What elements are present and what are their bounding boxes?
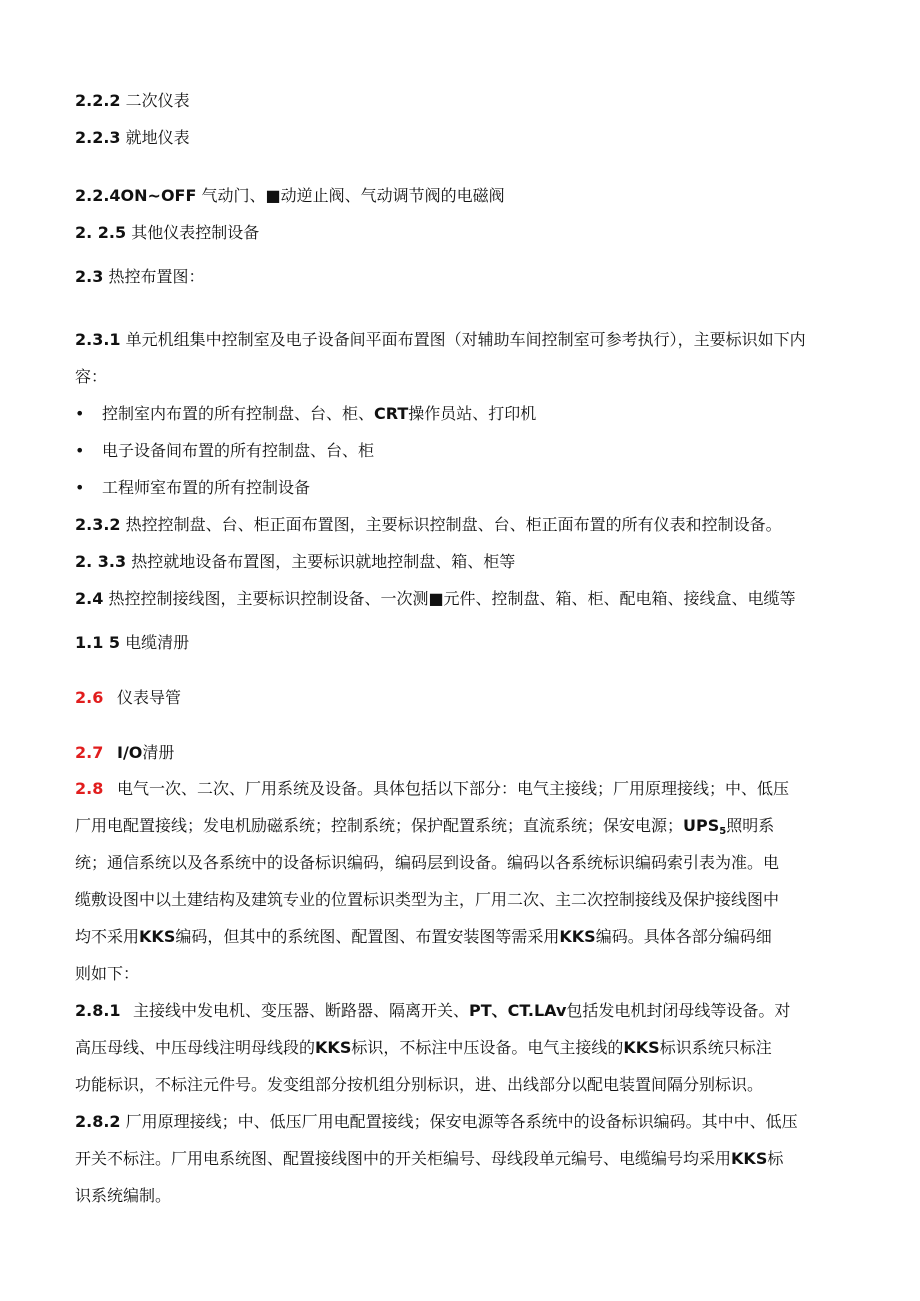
heading-2-6	[75, 688, 181, 708]
paragraph-text: 包括发电机封闭母线等设备。对	[566, 1001, 791, 1020]
heading-2-2-3	[75, 128, 190, 148]
bullet-icon: •	[75, 478, 85, 497]
paragraph-2-8-line-1	[75, 779, 789, 799]
paragraph-text: 则如下：	[75, 964, 140, 983]
paragraph-bold-text: KKS	[623, 1038, 660, 1057]
paragraph-text: 编码。具体各部分编码细	[595, 927, 772, 946]
heading-2-7	[75, 743, 174, 763]
section-title: 就地仪表	[125, 128, 190, 147]
section-number: 2.3.1	[75, 330, 121, 349]
paragraph-bold-text: KKS	[559, 927, 596, 946]
heading-2-2-2	[75, 91, 190, 111]
paragraph-2-8-1-line-2	[75, 1038, 772, 1058]
section-number: 2.8.2	[75, 1112, 121, 1131]
paragraph-text: 开关不标注。厂用电系统图、配置接线图中的开关柜编号、母线段单元编号、电缆编号均采用	[75, 1149, 732, 1168]
paragraph-2-8-2-line-2	[75, 1149, 783, 1169]
section-number: 2.2.4ON~OFF	[75, 186, 197, 205]
section-title: 仪表导管	[117, 688, 182, 707]
section-number: 2.6	[75, 688, 104, 707]
bullet-bold-text: CRT	[374, 404, 409, 423]
paragraph-text: 热控控制盘、台、柜正面布置图，主要标识控制盘、台、柜正面布置的所有仪表和控制设备。	[125, 515, 782, 534]
paragraph-2-3-2	[75, 515, 782, 535]
section-title: 二次仪表	[125, 91, 190, 110]
section-title: 气动门、■动逆止阀、气动调节阀的电磁阀	[201, 186, 505, 205]
paragraph-2-8-1-line-1	[75, 1001, 790, 1021]
heading-2-2-4	[75, 186, 505, 206]
paragraph-bold-text: PT、CT.LAv	[469, 1001, 567, 1020]
section-number: 1.1 5	[75, 633, 121, 652]
paragraph-2-8-2-line-3	[75, 1186, 171, 1206]
paragraph-text: 厂用原理接线；中、低压厂用电配置接线；保安电源等各系统中的设备标识编码。其中中、低压	[125, 1112, 798, 1131]
paragraph-bold-text: UPS	[683, 816, 720, 835]
paragraph-2-8-line-4	[75, 890, 779, 910]
paragraph-text: 缆敷设图中以土建结构及建筑专业的位置标识类型为主，厂用二次、主二次控制接线及保护接线图中	[75, 890, 780, 909]
paragraph-text: 均不采用	[75, 927, 140, 946]
paragraph-2-3-3	[75, 552, 515, 572]
section-title: 清册	[142, 743, 175, 762]
section-number: 2.2.2	[75, 91, 121, 110]
paragraph-2-8-line-2	[75, 816, 774, 842]
paragraph-text: 高压母线、中压母线注明母线段的	[75, 1038, 316, 1057]
section-number: 2. 2.5	[75, 223, 127, 242]
section-number: 2.3	[75, 267, 104, 286]
paragraph-text: 热控控制接线图，主要标识控制设备、一次测■元件、控制盘、箱、柜、配电箱、接线盒、电缆等	[108, 589, 796, 608]
paragraph-2-3-1-line-2	[75, 367, 107, 387]
paragraph-2-8-line-6	[75, 964, 139, 984]
paragraph-text: 标识系统只标注	[659, 1038, 772, 1057]
paragraph-text: 单元机组集中控制室及电子设备间平面布置图（对辅助车间控制室可参考执行），主要标识如下内	[125, 330, 806, 349]
section-title: 其他仪表控制设备	[131, 223, 260, 242]
paragraph-2-3-1-line-1	[75, 330, 806, 350]
paragraph-text: 识系统编制。	[75, 1186, 172, 1205]
paragraph-text: 热控就地设备布置图，主要标识就地控制盘、箱、柜等	[131, 552, 516, 571]
section-number: 2.8	[75, 779, 104, 798]
heading-2-2-5	[75, 223, 259, 243]
paragraph-text: 容：	[75, 367, 108, 386]
paragraph-text: 主接线中发电机、变压器、断路器、隔离开关、	[133, 1001, 470, 1020]
bullet-icon: •	[75, 441, 85, 460]
paragraph-text: 统；通信系统以及各系统中的设备标识编码，编码层到设备。编码以各系统标识编码索引表为准。电	[75, 853, 780, 872]
section-number: 2.3.2	[75, 515, 121, 534]
paragraph-bold-text: KKS	[731, 1149, 768, 1168]
bullet-item	[102, 478, 310, 498]
section-number: 2.2.3	[75, 128, 121, 147]
bullet-icon: •	[75, 404, 85, 423]
bullet-text: 电子设备间布置的所有控制盘、台、柜	[102, 441, 375, 460]
paragraph-text: 电气一次、二次、厂用系统及设备。具体包括以下部分：电气主接线；厂用原理接线；中、低压	[117, 779, 790, 798]
paragraph-bold-text: KKS	[139, 927, 176, 946]
bullet-item	[102, 404, 536, 424]
bullet-text: 控制室内布置的所有控制盘、台、柜、	[102, 404, 375, 423]
section-number: 2.7	[75, 743, 104, 762]
paragraph-2-8-line-5	[75, 927, 772, 947]
paragraph-2-8-1-line-3	[75, 1075, 763, 1095]
bullet-item	[102, 441, 374, 461]
paragraph-text: 标识，不标注中压设备。电气主接线的	[351, 1038, 624, 1057]
heading-2-3	[75, 267, 204, 287]
section-title-bold: I/O	[117, 743, 143, 762]
paragraph-text: 照明系	[726, 816, 775, 835]
bullet-text: 工程师室布置的所有控制设备	[102, 478, 311, 497]
paragraph-text: 功能标识，不标注元件号。发变组部分按机组分别标识，进、出线部分以配电装置间隔分别标识。	[75, 1075, 764, 1094]
paragraph-2-8-2-line-1	[75, 1112, 798, 1132]
section-number: 2. 3.3	[75, 552, 127, 571]
section-title: 热控布置图：	[108, 267, 205, 286]
paragraph-2-8-line-3	[75, 853, 779, 873]
heading-1-1-5	[75, 633, 189, 653]
section-number: 2.8.1	[75, 1001, 121, 1020]
section-number: 2.4	[75, 589, 104, 608]
paragraph-2-4	[75, 589, 796, 609]
subscript-text: 5	[719, 826, 727, 837]
paragraph-text: 标	[767, 1149, 784, 1168]
section-title: 电缆清册	[125, 633, 190, 652]
bullet-text: 操作员站、打印机	[408, 404, 537, 423]
paragraph-text: 编码，但其中的系统图、配置图、布置安装图等需采用	[175, 927, 560, 946]
paragraph-bold-text: KKS	[315, 1038, 352, 1057]
paragraph-text: 厂用电配置接线；发电机励磁系统；控制系统；保护配置系统；直流系统；保安电源；	[75, 816, 684, 835]
